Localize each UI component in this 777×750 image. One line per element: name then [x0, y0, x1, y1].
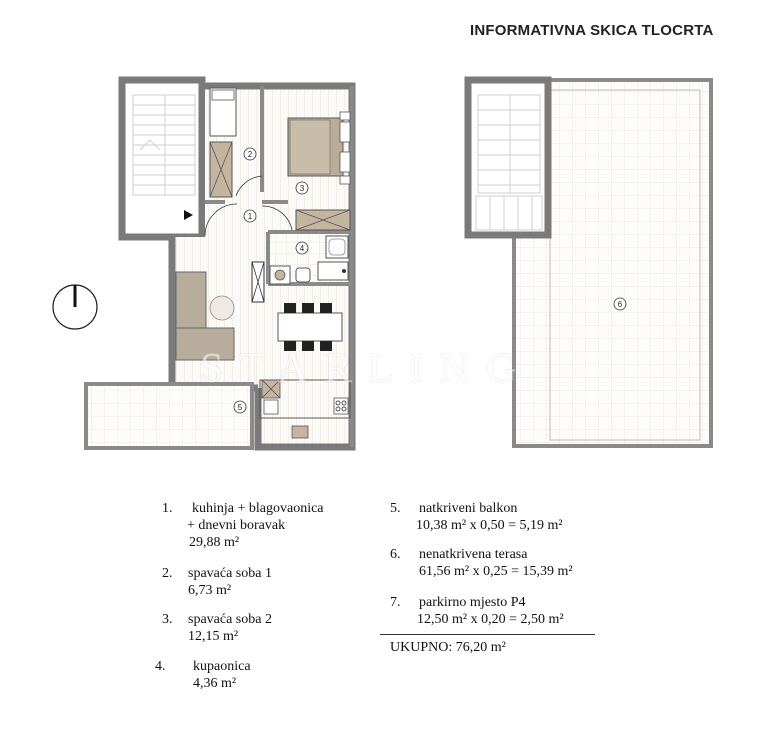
room-label-6: 6 — [617, 300, 623, 309]
legend-item-5 — [390, 500, 620, 536]
legend-name: kupaonica — [193, 659, 251, 674]
legend-name: kuhinja + blagovaonica — [192, 501, 324, 516]
legend-item-3 — [162, 611, 372, 647]
legend-item-4 — [155, 658, 365, 694]
watermark: STARLING — [200, 346, 533, 392]
legend-item-7 — [390, 594, 620, 630]
legend-name: natkriveni balkon — [419, 501, 518, 516]
room-label-4: 4 — [299, 244, 305, 253]
legend-num: 2. — [162, 566, 173, 581]
dining-table — [278, 313, 342, 341]
legend-area: 4,36 m² — [193, 676, 237, 691]
kitchen-stool — [292, 426, 308, 438]
room-label-3: 3 — [299, 184, 305, 193]
legend-name: spavaća soba 1 — [188, 566, 272, 581]
legend-name: spavaća soba 2 — [188, 612, 272, 627]
legend-num: 4. — [155, 659, 166, 674]
legend-area: 61,56 m² x 0,25 = 15,39 m² — [419, 564, 573, 579]
total-divider — [380, 634, 595, 635]
upper-stairwell — [468, 80, 548, 235]
legend-area: 10,38 m² x 0,50 = 5,19 m² — [416, 518, 563, 533]
total-area: UKUPNO: 76,20 m² — [390, 640, 506, 655]
covered-balcony — [86, 384, 252, 448]
cooktop — [334, 398, 348, 414]
room-label-2: 2 — [247, 150, 253, 159]
legend-name: nenatkrivena terasa — [419, 547, 528, 562]
page-title: INFORMATIVNA SKICA TLOCRTA — [470, 22, 714, 39]
legend-name-2: + dnevni boravak — [187, 518, 286, 533]
legend-item-6 — [390, 546, 620, 582]
legend-item-1 — [162, 500, 372, 552]
north-arrow-icon — [53, 285, 97, 329]
toilet — [296, 268, 310, 282]
legend-name: parkirno mjesto P4 — [419, 595, 526, 610]
legend-area: 12,15 m² — [188, 629, 239, 644]
legend-item-2 — [162, 565, 372, 601]
room-label-5: 5 — [237, 403, 243, 412]
coffee-table — [210, 296, 234, 320]
legend-num: 5. — [390, 501, 401, 516]
legend-area: 6,73 m² — [188, 583, 232, 598]
legend-area: 29,88 m² — [189, 535, 240, 550]
legend-area: 12,50 m² x 0,20 = 2,50 m² — [417, 612, 564, 627]
legend-num: 1. — [162, 501, 173, 516]
legend-num: 6. — [390, 547, 401, 562]
sink — [264, 400, 278, 414]
legend-num: 3. — [162, 612, 173, 627]
room-label-1: 1 — [247, 212, 253, 221]
legend-num: 7. — [390, 595, 401, 610]
